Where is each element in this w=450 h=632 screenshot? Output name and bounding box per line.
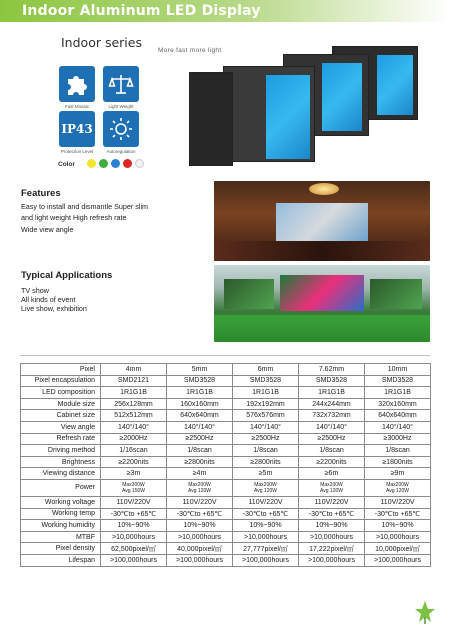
- spec-value: >100,000hours: [167, 554, 233, 566]
- cabinet-front: [223, 66, 315, 162]
- ballroom-photo: [214, 181, 430, 261]
- spec-value: 1R1G1B: [233, 387, 299, 399]
- brand-leaf-icon: [414, 600, 436, 629]
- spec-value: ≥1800nits: [365, 456, 431, 468]
- power-avg: Avg 120W: [188, 487, 211, 494]
- spec-value: 732x732mm: [299, 410, 365, 422]
- spec-value: 192x192mm: [233, 398, 299, 410]
- spec-value: ≥2200nits: [101, 456, 167, 468]
- spec-value: ≥2500Hz: [233, 433, 299, 445]
- spec-value: 4mm: [101, 364, 167, 376]
- spec-label: LED composition: [21, 387, 101, 399]
- spec-value: 10%~90%: [365, 520, 431, 532]
- spec-value: 640x640mm: [167, 410, 233, 422]
- power-avg: Avg 120W: [254, 487, 277, 494]
- table-row: [21, 543, 431, 555]
- spec-label: MTBF: [21, 531, 101, 543]
- spec-value: >10,000hours: [233, 531, 299, 543]
- spec-value: 320x160mm: [365, 398, 431, 410]
- color-label: Color: [58, 161, 75, 168]
- table-row: [21, 456, 431, 468]
- spec-value: >100,000hours: [101, 554, 167, 566]
- event-stage-photo: [214, 265, 430, 342]
- table-row: [21, 433, 431, 445]
- features-line-2: and light weight High refresh rate: [21, 213, 127, 222]
- puzzle-icon: [59, 66, 95, 102]
- spec-value: 512x512mm: [101, 410, 167, 422]
- table-row: [21, 508, 431, 520]
- color-swatch-yellow: [87, 159, 96, 168]
- spec-value: 640x640mm: [365, 410, 431, 422]
- spec-label: Working temp: [21, 508, 101, 520]
- ip43-badge-icon: [59, 111, 95, 147]
- spec-value: 27,777pixel/㎡: [233, 543, 299, 555]
- spec-value: 110V/220V: [167, 496, 233, 508]
- power-max: Max200W: [386, 481, 409, 488]
- spec-label: Refresh rate: [21, 433, 101, 445]
- spec-value: 160x160mm: [167, 398, 233, 410]
- power-max: Max300W: [122, 481, 145, 488]
- spec-value: 256x128mm: [101, 398, 167, 410]
- color-swatch-white: [135, 159, 144, 168]
- section-divider: [20, 355, 430, 356]
- power-avg: Avg 120W: [320, 487, 343, 494]
- spec-value: 140°/140°: [167, 421, 233, 433]
- spec-value: ≥2800nits: [167, 456, 233, 468]
- spec-value: 1R1G1B: [167, 387, 233, 399]
- cabinet-side: [189, 72, 233, 166]
- autoregulation-label: Autoregulation: [106, 149, 136, 154]
- spec-value: ≥2800nits: [233, 456, 299, 468]
- spec-value: 1R1G1B: [365, 387, 431, 399]
- spec-value: 1/8scan: [365, 445, 431, 457]
- spec-value: 62,500pixel/㎡: [101, 543, 167, 555]
- table-row: [21, 387, 431, 399]
- spec-label: Working voltage: [21, 496, 101, 508]
- color-swatch-green: [99, 159, 108, 168]
- spec-value: 10%~90%: [167, 520, 233, 532]
- spec-value: >100,000hours: [233, 554, 299, 566]
- spec-label: Brightness: [21, 456, 101, 468]
- spec-value: 110V/220V: [101, 496, 167, 508]
- color-swatch-red: [123, 159, 132, 168]
- table-row: [21, 520, 431, 532]
- series-title: Indoor series: [61, 35, 142, 50]
- table-row: [21, 375, 431, 387]
- table-row: [21, 421, 431, 433]
- product-image: [185, 44, 430, 172]
- spec-value: 1R1G1B: [299, 387, 365, 399]
- applications-heading: Typical Applications: [21, 270, 113, 281]
- spec-label: Pixel density: [21, 543, 101, 555]
- applications-line-2: All kinds of event: [21, 295, 76, 304]
- spec-value: >10,000hours: [101, 531, 167, 543]
- spec-value: 110V/220V: [299, 496, 365, 508]
- spec-value: [233, 479, 299, 496]
- spec-value: 5mm: [167, 364, 233, 376]
- spec-value: 10%~90%: [101, 520, 167, 532]
- spec-value: 140°/140°: [233, 421, 299, 433]
- table-row-power: [21, 479, 431, 496]
- color-swatch-blue: [111, 159, 120, 168]
- power-max: Max200W: [320, 481, 343, 488]
- spec-value: SMD3528: [233, 375, 299, 387]
- spec-value: ≥5m: [233, 468, 299, 480]
- spec-value: SMD2121: [101, 375, 167, 387]
- spec-value: 140°/140°: [101, 421, 167, 433]
- spec-value: 1/8scan: [167, 445, 233, 457]
- table-row: [21, 445, 431, 457]
- spec-value: 1/8scan: [233, 445, 299, 457]
- spec-value: SMD3528: [299, 375, 365, 387]
- spec-value: -30℃to +65℃: [365, 508, 431, 520]
- spec-label: Module size: [21, 398, 101, 410]
- spec-label: Working humidity: [21, 520, 101, 532]
- spec-value: [365, 479, 431, 496]
- spec-value: SMD3528: [167, 375, 233, 387]
- light-weight-label: Light Weight: [108, 104, 134, 109]
- protection-level-label: Protection Level: [60, 149, 94, 154]
- spec-label: Driving method: [21, 445, 101, 457]
- spec-label: Lifespan: [21, 554, 101, 566]
- spec-value: 10%~90%: [299, 520, 365, 532]
- spec-value: 140°/140°: [365, 421, 431, 433]
- spec-value: -30℃to +65℃: [299, 508, 365, 520]
- sun-icon: [103, 111, 139, 147]
- header-banner: [0, 0, 450, 22]
- spec-value: [167, 479, 233, 496]
- spec-value: 110V/220V: [365, 496, 431, 508]
- spec-value: 576x576mm: [233, 410, 299, 422]
- spec-value: -30℃to +65℃: [167, 508, 233, 520]
- spec-value: ≥6m: [299, 468, 365, 480]
- power-max: Max200W: [254, 481, 277, 488]
- spec-value: >10,000hours: [167, 531, 233, 543]
- ip43-badge-text: IP43: [61, 122, 93, 136]
- spec-value: 17,222pixel/㎡: [299, 543, 365, 555]
- spec-value: [101, 479, 167, 496]
- table-row: [21, 554, 431, 566]
- table-row: [21, 531, 431, 543]
- spec-label: Pixel encapsulation: [21, 375, 101, 387]
- applications-line-1: TV show: [21, 286, 49, 295]
- power-avg: Avg 150W: [122, 487, 145, 494]
- spec-value: ≥3m: [101, 468, 167, 480]
- table-row: [21, 398, 431, 410]
- applications-line-3: Live show, exhibition: [21, 304, 87, 313]
- spec-value: >10,000hours: [365, 531, 431, 543]
- page-title: Indoor Aluminum LED Display: [22, 3, 261, 19]
- spec-value: -30℃to +65℃: [233, 508, 299, 520]
- features-heading: Features: [21, 188, 61, 199]
- spec-value: 110V/220V: [233, 496, 299, 508]
- table-row: [21, 496, 431, 508]
- spec-value: ≥4m: [167, 468, 233, 480]
- spec-value: 1/8scan: [299, 445, 365, 457]
- spec-value: ≥2500Hz: [167, 433, 233, 445]
- spec-value: 244x244mm: [299, 398, 365, 410]
- spec-value: 6mm: [233, 364, 299, 376]
- spec-label: Power: [21, 479, 101, 496]
- fast-mosaic-label: Fast Mosaic: [64, 104, 90, 109]
- spec-value: >100,000hours: [365, 554, 431, 566]
- series-tagline: More fast more light: [158, 47, 222, 54]
- spec-value: 7.62mm: [299, 364, 365, 376]
- spec-value: [299, 479, 365, 496]
- spec-value: 1/16scan: [101, 445, 167, 457]
- specs-table: [20, 363, 431, 567]
- spec-value: 40,000pixel/㎡: [167, 543, 233, 555]
- spec-value: >100,000hours: [299, 554, 365, 566]
- spec-value: 1R1G1B: [101, 387, 167, 399]
- spec-value: ≥2200nits: [299, 456, 365, 468]
- spec-value: ≥3000Hz: [365, 433, 431, 445]
- spec-label: Cabinet size: [21, 410, 101, 422]
- spec-value: 10,000pixel/㎡: [365, 543, 431, 555]
- table-row: [21, 468, 431, 480]
- spec-value: 10%~90%: [233, 520, 299, 532]
- spec-value: ≥9m: [365, 468, 431, 480]
- spec-value: -30℃to +65℃: [101, 508, 167, 520]
- balance-scale-icon: [103, 66, 139, 102]
- spec-value: 140°/140°: [299, 421, 365, 433]
- spec-value: ≥2000Hz: [101, 433, 167, 445]
- table-header-row: [21, 364, 431, 376]
- features-line-1: Easy to install and dismantle Super slim: [21, 202, 149, 211]
- features-line-3: Wide view angle: [21, 225, 74, 234]
- spec-value: SMD3528: [365, 375, 431, 387]
- spec-value: >10,000hours: [299, 531, 365, 543]
- spec-value: ≥2500Hz: [299, 433, 365, 445]
- spec-label: View angle: [21, 421, 101, 433]
- spec-label: Viewing distance: [21, 468, 101, 480]
- power-avg: Avg 120W: [386, 487, 409, 494]
- spec-value: 10mm: [365, 364, 431, 376]
- power-max: Max200W: [188, 481, 211, 488]
- table-row: [21, 410, 431, 422]
- spec-label: Pixel: [21, 364, 101, 376]
